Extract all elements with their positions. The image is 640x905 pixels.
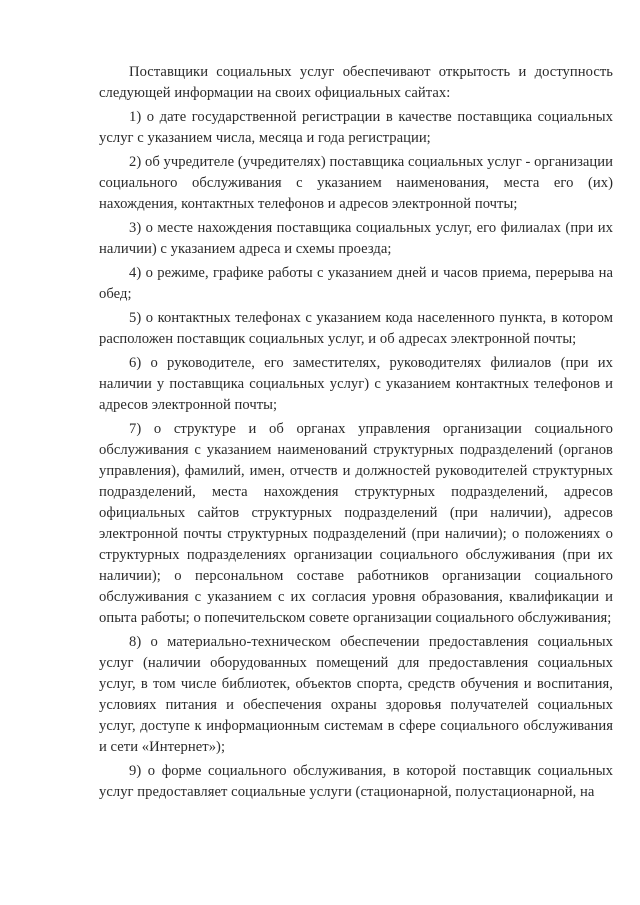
list-item: 8) о материально-техническом обеспечении предоставления социальных услуг (наличии оборудованных помещений для предоставления социальных услуг, в том числе библиотек, объектов спорта, средств обучения и воспитания, условиях питания и обеспечения охраны здоровья получателей социальных услуг, доступе к информационным системам в сфере социального обслуживания и сети «Интернет»); (99, 634, 613, 755)
list-item: 3) о месте нахождения поставщика социальных услуг, его филиалах (при их наличии) с указанием адреса и схемы проезда; (99, 220, 613, 257)
list-item: 4) о режиме, графике работы с указанием дней и часов приема, перерыва на обед; (99, 265, 613, 302)
intro-paragraph: Поставщики социальных услуг обеспечивают открытость и доступность следующей информации на своих официальных сайтах: (99, 64, 613, 101)
list-item: 2) об учредителе (учредителях) поставщика социальных услуг - организации социального обслуживания с указанием наименования, места его (их) нахождения, контактных телефонов и адресов электронной почты; (99, 154, 613, 212)
list-item: 1) о дате государственной регистрации в качестве поставщика социальных услуг с указанием числа, месяца и года регистрации; (99, 109, 613, 146)
document-body (99, 62, 613, 806)
list-item: 7) о структуре и об органах управления организации социального обслуживания с указанием наименований структурных подразделений (органов управления), фамилий, имен, отчеств и должностей руководителей структурных подразделений, места нахождения структурных подразделений, адресов официальных сайтов структурных подразделений (при наличии), адресов электронной почты структурных подразделений (при наличии); о положениях о структурных подразделениях организации социального обслуживания (при их наличии); о персональном составе работников организации социального обслуживания с указанием с их согласия уровня образования, квалификации и опыта работы; о попечительском совете организации социального обслуживания; (99, 421, 613, 626)
list-item: 9) о форме социального обслуживания, в которой поставщик социальных услуг предоставляет социальные услуги (стационарной, полустационарной, на (99, 763, 613, 800)
list-item: 5) о контактных телефонах с указанием кода населенного пункта, в котором расположен поставщик социальных услуг, и об адресах электронной почты; (99, 310, 613, 347)
list-item: 6) о руководителе, его заместителях, руководителях филиалов (при их наличии у поставщика социальных услуг) с указанием контактных телефонов и адресов электронной почты; (99, 355, 613, 413)
